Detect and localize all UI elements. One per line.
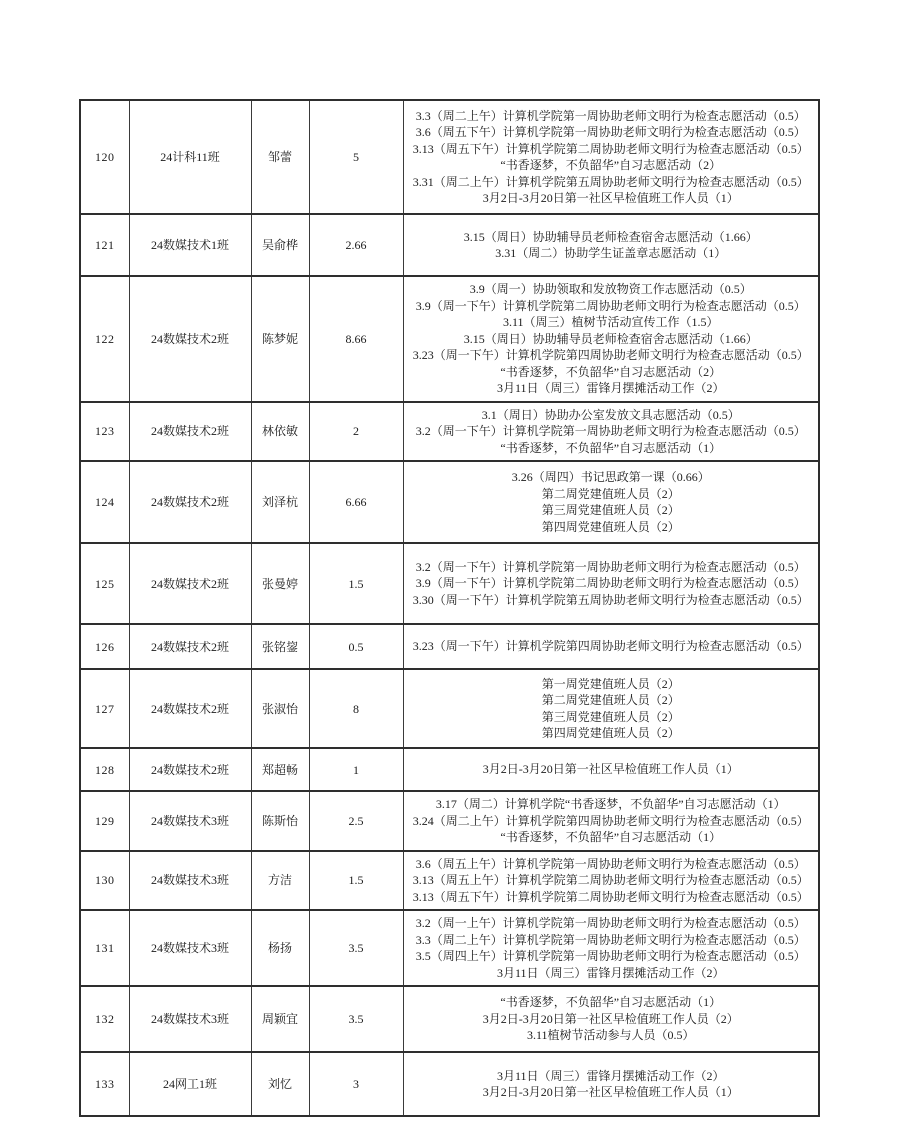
activity-line: 3.24（周二上午）计算机学院第四周协助老师文明行为检查志愿活动（0.5） — [412, 813, 809, 828]
activity-line: 3.1（周日）协助办公室发放文具志愿活动（0.5） — [481, 407, 740, 422]
row-number-cell: 125 — [80, 543, 129, 624]
class-name-cell: 24数媒技术2班 — [129, 748, 251, 791]
activity-line: 第三周党建值班人员（2） — [541, 709, 680, 724]
volunteer-hours-cell: 3.5 — [309, 986, 403, 1052]
row-number-cell: 122 — [80, 276, 129, 402]
row-number-cell: 121 — [80, 214, 129, 276]
activity-line: 3.9（周一下午）计算机学院第二周协助老师文明行为检查志愿活动（0.5） — [415, 576, 806, 591]
activity-line: 3.2（周一下午）计算机学院第一周协助老师文明行为检查志愿活动（0.5） — [415, 559, 806, 574]
activities-cell — [403, 214, 819, 276]
activity-line: 3.2（周一下午）计算机学院第一周协助老师文明行为检查志愿活动（0.5） — [415, 424, 806, 438]
volunteer-hours-cell: 5 — [309, 100, 403, 214]
activity-line: 3.6（周五下午）计算机学院第一周协助老师文明行为检查志愿活动（0.5） — [415, 125, 806, 139]
class-name-cell: 24数媒技术2班 — [129, 624, 251, 669]
class-name-cell: 24数媒技术3班 — [129, 986, 251, 1052]
class-name-cell: 24计科11班 — [129, 100, 251, 214]
activity-line: 第一周党建值班人员（2） — [541, 676, 680, 691]
activity-line: 3月2日-3月20日第一社区早检值班工作人员（2） — [482, 1011, 739, 1026]
activity-line: 3.30（周一下午）计算机学院第五周协助老师文明行为检查志愿活动（0.5） — [412, 592, 809, 607]
student-name-cell: 陈斯怡 — [251, 791, 309, 851]
row-number-cell: 123 — [80, 402, 129, 462]
activity-line: 3.13（周五上午）计算机学院第二周协助老师文明行为检查志愿活动（0.5） — [412, 873, 809, 887]
student-name-cell: 刘泽杭 — [251, 461, 309, 543]
activity-line: “书香逐梦，不负韶华”自习志愿活动（1） — [500, 995, 722, 1010]
row-number-cell: 120 — [80, 100, 129, 214]
activity-line: 3.17（周二）计算机学院“书香逐梦，不负韶华”自习志愿活动（1） — [435, 797, 786, 811]
row-number-cell: 126 — [80, 624, 129, 669]
activity-line: 3.9（周一）协助领取和发放物资工作志愿活动（0.5） — [469, 282, 752, 296]
activities-cell — [403, 986, 819, 1052]
class-name-cell: 24数媒技术3班 — [129, 791, 251, 851]
activities-cell — [403, 402, 819, 462]
row-number-cell: 130 — [80, 851, 129, 911]
activity-line: 3.2（周一上午）计算机学院第一周协助老师文明行为检查志愿活动（0.5） — [415, 916, 806, 930]
table-row — [80, 214, 819, 276]
activities-cell — [403, 543, 819, 624]
activities-cell — [403, 791, 819, 851]
student-name-cell: 张淑怡 — [251, 669, 309, 748]
class-name-cell: 24数媒技术2班 — [129, 402, 251, 462]
class-name-cell: 24数媒技术1班 — [129, 214, 251, 276]
activity-line: 3.3（周二上午）计算机学院第一周协助老师文明行为检查志愿活动（0.5） — [415, 108, 806, 123]
activity-line: 3.31（周二）协助学生证盖章志愿活动（1） — [495, 246, 727, 260]
student-name-cell: 张曼婷 — [251, 543, 309, 624]
activity-line: 3月2日-3月20日第一社区早检值班工作人员（1） — [482, 762, 739, 777]
activity-line: 3.23（周一下午）计算机学院第四周协助老师文明行为检查志愿活动（0.5） — [412, 348, 809, 362]
table-body — [80, 100, 819, 1116]
activity-line: 3.5（周四上午）计算机学院第一周协助老师文明行为检查志愿活动（0.5） — [415, 949, 806, 963]
volunteer-hours-cell: 8.66 — [309, 276, 403, 402]
class-name-cell: 24数媒技术2班 — [129, 276, 251, 402]
activity-line: 3.9（周一下午）计算机学院第二周协助老师文明行为检查志愿活动（0.5） — [415, 298, 806, 313]
student-name-cell: 周颖宜 — [251, 986, 309, 1052]
table-row — [80, 624, 819, 669]
activity-line: “书香逐梦，不负韶华”自习志愿活动（1） — [500, 440, 722, 455]
activity-line: 3.31（周二上午）计算机学院第五周协助老师文明行为检查志愿活动（0.5） — [412, 174, 809, 189]
activities-cell — [403, 910, 819, 986]
row-number-cell: 132 — [80, 986, 129, 1052]
activity-line: 3.15（周日）协助辅导员老师检查宿舍志愿活动（1.66） — [463, 331, 758, 346]
activities-cell — [403, 669, 819, 748]
table-row — [80, 276, 819, 402]
activity-line: 3.13（周五下午）计算机学院第二周协助老师文明行为检查志愿活动（0.5） — [412, 141, 809, 156]
volunteer-hours-cell: 2.5 — [309, 791, 403, 851]
activity-line: 3月11日（周三）雷锋月摆摊活动工作（2） — [496, 381, 725, 395]
student-name-cell: 邹蕾 — [251, 100, 309, 214]
volunteer-hours-cell: 2.66 — [309, 214, 403, 276]
table-row — [80, 1052, 819, 1116]
activity-line: 3.23（周一下午）计算机学院第四周协助老师文明行为检查志愿活动（0.5） — [412, 639, 809, 654]
student-name-cell: 方洁 — [251, 851, 309, 911]
activity-line: 3月2日-3月20日第一社区早检值班工作人员（1） — [482, 1085, 739, 1099]
row-number-cell: 124 — [80, 461, 129, 543]
table-row — [80, 851, 819, 911]
activity-line: 3月11日（周三）雷锋月摆摊活动工作（2） — [496, 965, 725, 980]
volunteer-hours-cell: 3 — [309, 1052, 403, 1116]
row-number-cell: 133 — [80, 1052, 129, 1116]
activity-line: 第四周党建值班人员（2） — [541, 519, 680, 534]
activity-line: 第四周党建值班人员（2） — [541, 726, 680, 740]
table-row — [80, 986, 819, 1052]
class-name-cell: 24数媒技术2班 — [129, 461, 251, 543]
table-row — [80, 100, 819, 214]
volunteer-hours-cell: 1 — [309, 748, 403, 791]
activity-line: 3.3（周二上午）计算机学院第一周协助老师文明行为检查志愿活动（0.5） — [415, 932, 806, 947]
class-name-cell: 24网工1班 — [129, 1052, 251, 1116]
volunteer-hours-cell: 3.5 — [309, 910, 403, 986]
volunteer-hours-cell: 0.5 — [309, 624, 403, 669]
student-name-cell: 杨扬 — [251, 910, 309, 986]
class-name-cell: 24数媒技术2班 — [129, 669, 251, 748]
activities-cell — [403, 748, 819, 791]
student-name-cell: 林依敏 — [251, 402, 309, 462]
volunteer-hours-cell: 6.66 — [309, 461, 403, 543]
activity-line: 3.11植树节活动参与人员（0.5） — [526, 1028, 695, 1043]
activities-cell — [403, 100, 819, 214]
student-name-cell: 陈梦妮 — [251, 276, 309, 402]
activities-cell — [403, 1052, 819, 1116]
activity-line: 第三周党建值班人员（2） — [541, 503, 680, 517]
table-row — [80, 910, 819, 986]
activities-cell — [403, 276, 819, 402]
table-row — [80, 791, 819, 851]
activities-cell — [403, 624, 819, 669]
row-number-cell: 129 — [80, 791, 129, 851]
volunteer-hours-table — [79, 99, 820, 1117]
activity-line: 第二周党建值班人员（2） — [541, 693, 680, 707]
activity-line: “书香逐梦，不负韶华”自习志愿活动（2） — [500, 158, 722, 172]
student-name-cell: 吴俞桦 — [251, 214, 309, 276]
table-row — [80, 402, 819, 462]
table-row — [80, 669, 819, 748]
activities-cell — [403, 851, 819, 911]
activity-line: 3.6（周五上午）计算机学院第一周协助老师文明行为检查志愿活动（0.5） — [415, 856, 806, 871]
student-name-cell: 郑超畅 — [251, 748, 309, 791]
activity-line: 3.26（周四）书记思政第一课（0.66） — [511, 470, 710, 484]
class-name-cell: 24数媒技术2班 — [129, 543, 251, 624]
volunteer-hours-cell: 1.5 — [309, 851, 403, 911]
class-name-cell: 24数媒技术3班 — [129, 910, 251, 986]
activity-line: 3月2日-3月20日第一社区早检值班工作人员（1） — [482, 191, 739, 205]
activity-line: 3月11日（周三）雷锋月摆摊活动工作（2） — [496, 1068, 725, 1083]
volunteer-hours-cell: 8 — [309, 669, 403, 748]
activity-line: 第二周党建值班人员（2） — [541, 486, 680, 501]
student-name-cell: 刘忆 — [251, 1052, 309, 1116]
class-name-cell: 24数媒技术3班 — [129, 851, 251, 911]
activity-line: 3.15（周日）协助辅导员老师检查宿舍志愿活动（1.66） — [463, 229, 758, 244]
activities-cell — [403, 461, 819, 543]
row-number-cell: 131 — [80, 910, 129, 986]
volunteer-hours-cell: 2 — [309, 402, 403, 462]
activity-line: 3.11（周三）植树节活动宣传工作（1.5） — [502, 315, 719, 329]
table-row — [80, 748, 819, 791]
row-number-cell: 127 — [80, 669, 129, 748]
row-number-cell: 128 — [80, 748, 129, 791]
student-name-cell: 张铭鋆 — [251, 624, 309, 669]
activity-line: “书香逐梦，不负韶华”自习志愿活动（1） — [500, 830, 722, 844]
activity-line: 3.13（周五下午）计算机学院第二周协助老师文明行为检查志愿活动（0.5） — [412, 889, 809, 904]
activity-line: “书香逐梦，不负韶华”自习志愿活动（2） — [500, 364, 722, 379]
volunteer-hours-cell: 1.5 — [309, 543, 403, 624]
table-row — [80, 543, 819, 624]
table-row — [80, 461, 819, 543]
